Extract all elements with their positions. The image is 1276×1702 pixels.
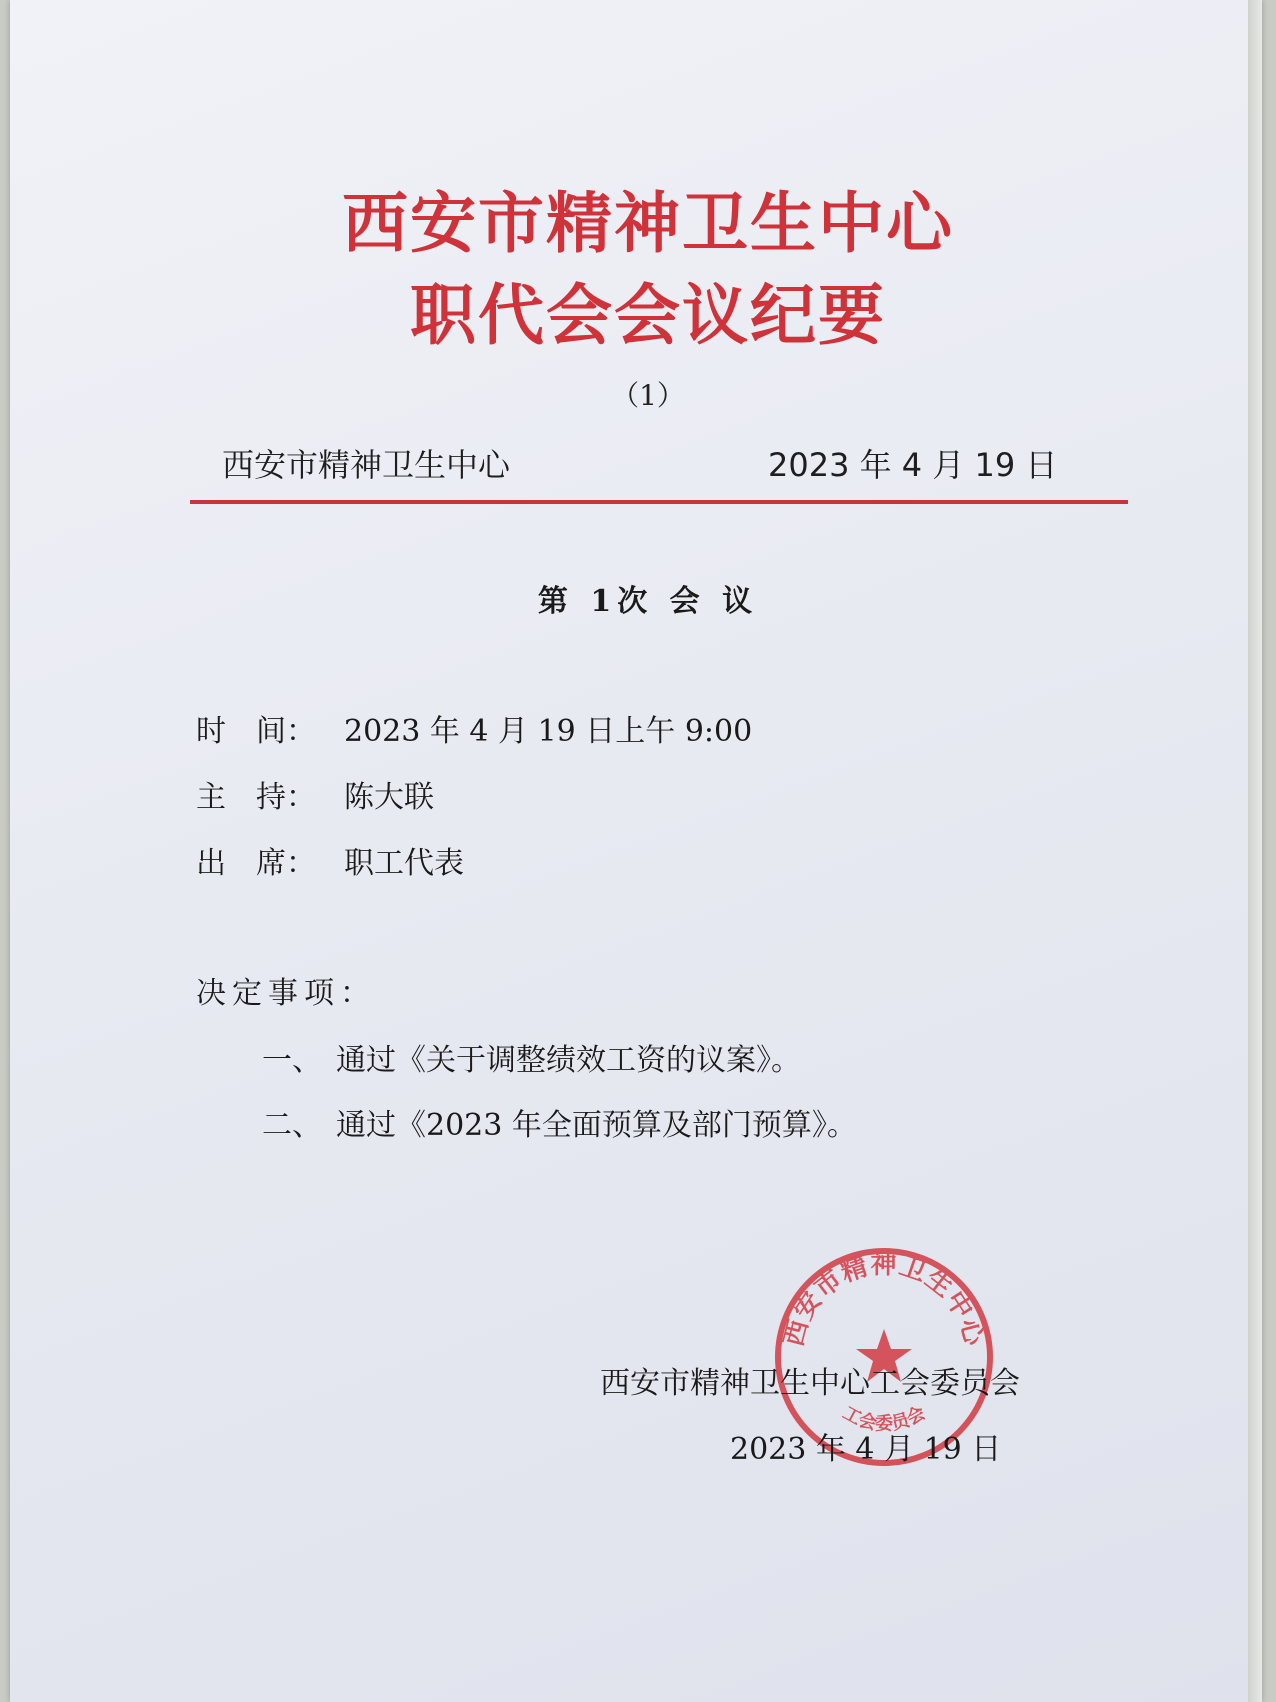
decision-item	[262, 1100, 857, 1144]
decision-text: 通过《关于调整绩效工资的议案》。	[336, 1043, 801, 1078]
seal-text-top: 西安市精神卫生中心	[778, 1250, 990, 1350]
signature-organization: 西安市精神卫生中心工会委员会	[600, 1366, 1020, 1401]
decision-number: 一、	[262, 1043, 322, 1078]
field-time	[196, 706, 752, 750]
field-attendees-value: 职工代表	[344, 846, 464, 881]
header-date: 2023 年 4 月 19 日	[768, 446, 1058, 484]
document-title-line1: 西安市精神卫生中心	[342, 185, 954, 262]
meeting-title: 第 1次 会 议	[537, 584, 759, 619]
field-host-value: 陈大联	[344, 780, 434, 815]
signature-date: 2023 年 4 月 19 日	[730, 1432, 1002, 1467]
document-page	[10, 0, 1262, 1702]
field-attendees-label: 出 席：	[196, 846, 316, 881]
decisions-heading: 决定事项：	[196, 976, 376, 1011]
issue-number: （1）	[611, 379, 685, 412]
header-organization: 西安市精神卫生中心	[222, 446, 511, 484]
field-host	[196, 772, 434, 816]
field-host-label: 主 持：	[196, 780, 316, 815]
decision-text: 通过《2023 年全面预算及部门预算》。	[336, 1108, 857, 1143]
decision-number: 二、	[262, 1108, 322, 1143]
red-header-rule	[190, 500, 1128, 504]
document-title-line2: 职代会会议纪要	[410, 277, 886, 354]
page-edge-strip	[1248, 0, 1262, 1702]
field-time-label: 时 间：	[196, 714, 316, 749]
field-attendees	[196, 838, 464, 882]
field-time-value: 2023 年 4 月 19 日上午 9:00	[344, 714, 753, 749]
seal-text-bottom: 工会委员会	[839, 1402, 929, 1435]
decision-item	[262, 1035, 801, 1079]
